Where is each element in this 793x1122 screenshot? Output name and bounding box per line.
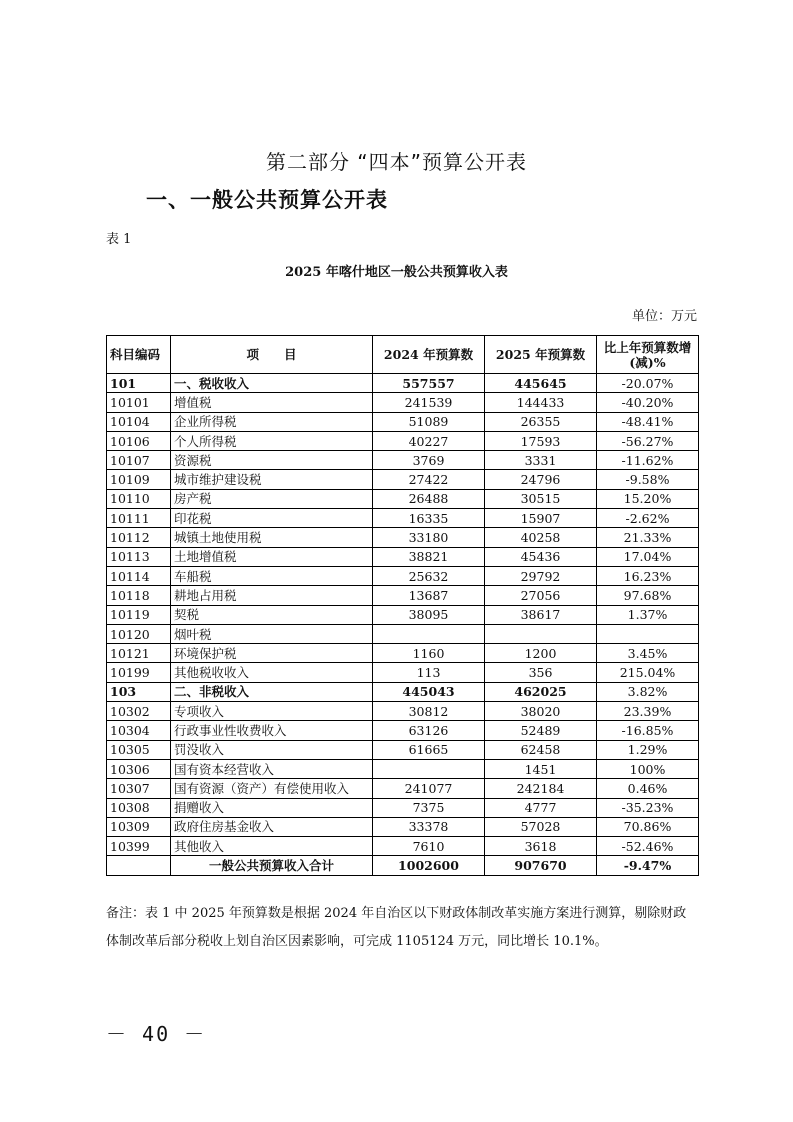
cell-change: 16.23%	[597, 566, 699, 585]
cell-change: -16.85%	[597, 721, 699, 740]
cell-item: 个人所得税	[171, 431, 373, 450]
table-row	[107, 702, 699, 721]
table-title: 2025 年喀什地区一般公共预算收入表	[285, 265, 508, 280]
cell-2025: 24796	[485, 470, 597, 489]
cell-2024: 113	[373, 663, 485, 682]
cell-2025: 17593	[485, 431, 597, 450]
cell-change: 15.20%	[597, 489, 699, 508]
cell-item: 行政事业性收费收入	[171, 721, 373, 740]
cell-change: -11.62%	[597, 451, 699, 470]
cell-code: 10106	[107, 431, 171, 450]
cell-2025: 29792	[485, 566, 597, 585]
table-row	[107, 798, 699, 817]
cell-change: -9.58%	[597, 470, 699, 489]
table-row	[107, 644, 699, 663]
cell-item: 二、非税收入	[171, 682, 373, 701]
cell-code: 10121	[107, 644, 171, 663]
cell-code: 10109	[107, 470, 171, 489]
cell-2025: 1200	[485, 644, 597, 663]
cell-change: 70.86%	[597, 817, 699, 836]
table-row	[107, 470, 699, 489]
cell-change: 3.82%	[597, 682, 699, 701]
cell-item: 其他收入	[171, 837, 373, 856]
cell-item: 契税	[171, 605, 373, 624]
cell-2024: 38095	[373, 605, 485, 624]
unit-label: 单位：万元	[631, 309, 697, 324]
cell-item: 环境保护税	[171, 644, 373, 663]
cell-item: 国有资源（资产）有偿使用收入	[171, 779, 373, 798]
cell-2024: 33180	[373, 528, 485, 547]
page-number: － 40 －	[106, 1022, 207, 1046]
cell-2024: 40227	[373, 431, 485, 450]
cell-item: 印花税	[171, 509, 373, 528]
cell-item: 城镇土地使用税	[171, 528, 373, 547]
table-row	[107, 374, 699, 393]
cell-code: 10101	[107, 393, 171, 412]
cell-2024: 557557	[373, 374, 485, 393]
cell-2025: 62458	[485, 740, 597, 759]
cell-code: 10399	[107, 837, 171, 856]
cell-2024: 63126	[373, 721, 485, 740]
cell-2024: 241539	[373, 393, 485, 412]
cell-2024: 61665	[373, 740, 485, 759]
cell-change: 17.04%	[597, 547, 699, 566]
cell-2024: 3769	[373, 451, 485, 470]
cell-code: 10307	[107, 779, 171, 798]
cell-item: 罚没收入	[171, 740, 373, 759]
cell-2025: 445645	[485, 374, 597, 393]
cell-change: 0.46%	[597, 779, 699, 798]
cell-change: -35.23%	[597, 798, 699, 817]
table-total-row	[107, 856, 699, 875]
cell-2024: 25632	[373, 566, 485, 585]
total-cell-item: 一般公共预算收入合计	[171, 856, 373, 875]
cell-2025: 38617	[485, 605, 597, 624]
cell-code: 10112	[107, 528, 171, 547]
cell-code: 103	[107, 682, 171, 701]
budget-revenue-table	[106, 335, 699, 876]
header-2025: 2025 年预算数	[485, 336, 597, 374]
footnote: 备注：表 1 中 2025 年预算数是根据 2024 年自治区以下财政体制改革实施方案进行测算，剔除财政体制改革后部分税收上划自治区因素影响，可完成 1105124 万元，同比增长 10.1%。	[106, 906, 687, 949]
cell-code: 10304	[107, 721, 171, 740]
cell-code: 10199	[107, 663, 171, 682]
table-row	[107, 759, 699, 778]
cell-change: 21.33%	[597, 528, 699, 547]
cell-2025: 26355	[485, 412, 597, 431]
cell-item: 房产税	[171, 489, 373, 508]
cell-change: 23.39%	[597, 702, 699, 721]
cell-change: 1.37%	[597, 605, 699, 624]
cell-item: 城市维护建设税	[171, 470, 373, 489]
table-row	[107, 393, 699, 412]
cell-2025: 4777	[485, 798, 597, 817]
cell-code: 10114	[107, 566, 171, 585]
table-row	[107, 605, 699, 624]
cell-code: 10118	[107, 586, 171, 605]
cell-item: 一、税收收入	[171, 374, 373, 393]
table-row	[107, 586, 699, 605]
cell-item: 烟叶税	[171, 624, 373, 643]
cell-code: 10305	[107, 740, 171, 759]
cell-change	[597, 624, 699, 643]
table-row	[107, 528, 699, 547]
cell-item: 专项收入	[171, 702, 373, 721]
header-2024: 2024 年预算数	[373, 336, 485, 374]
table-row	[107, 837, 699, 856]
cell-2025	[485, 624, 597, 643]
cell-item: 企业所得税	[171, 412, 373, 431]
cell-2024: 445043	[373, 682, 485, 701]
cell-code: 10104	[107, 412, 171, 431]
table-row	[107, 451, 699, 470]
table-row	[107, 721, 699, 740]
table-row	[107, 412, 699, 431]
table-header-row	[107, 336, 699, 374]
table-row	[107, 817, 699, 836]
section-title: 一、一般公共预算公开表	[146, 188, 388, 212]
cell-2025: 242184	[485, 779, 597, 798]
cell-code: 10309	[107, 817, 171, 836]
cell-change: -40.20%	[597, 393, 699, 412]
cell-2024: 7375	[373, 798, 485, 817]
cell-item: 政府住房基金收入	[171, 817, 373, 836]
cell-2024: 1160	[373, 644, 485, 663]
cell-change: -48.41%	[597, 412, 699, 431]
cell-change: 3.45%	[597, 644, 699, 663]
cell-item: 增值税	[171, 393, 373, 412]
cell-2025: 462025	[485, 682, 597, 701]
cell-2024	[373, 759, 485, 778]
cell-code: 10120	[107, 624, 171, 643]
cell-2024: 16335	[373, 509, 485, 528]
table-label: 表 1	[106, 232, 132, 247]
cell-2025: 3331	[485, 451, 597, 470]
cell-item: 车船税	[171, 566, 373, 585]
cell-code: 10302	[107, 702, 171, 721]
header-code: 科目编码	[107, 336, 171, 374]
cell-2024: 241077	[373, 779, 485, 798]
table-row	[107, 682, 699, 701]
cell-change: -56.27%	[597, 431, 699, 450]
cell-code: 10119	[107, 605, 171, 624]
cell-2025: 144433	[485, 393, 597, 412]
cell-2025: 45436	[485, 547, 597, 566]
table-row	[107, 431, 699, 450]
cell-2025: 15907	[485, 509, 597, 528]
cell-code: 10107	[107, 451, 171, 470]
cell-change: 215.04%	[597, 663, 699, 682]
cell-code: 10306	[107, 759, 171, 778]
table-body	[107, 374, 699, 876]
cell-2025: 27056	[485, 586, 597, 605]
cell-2024: 51089	[373, 412, 485, 431]
cell-code: 10111	[107, 509, 171, 528]
cell-2024	[373, 624, 485, 643]
cell-2025: 40258	[485, 528, 597, 547]
cell-2024: 26488	[373, 489, 485, 508]
cell-2024: 27422	[373, 470, 485, 489]
cell-change: -2.62%	[597, 509, 699, 528]
cell-change: 100%	[597, 759, 699, 778]
cell-item: 耕地占用税	[171, 586, 373, 605]
cell-2024: 13687	[373, 586, 485, 605]
table-row	[107, 509, 699, 528]
table-row	[107, 566, 699, 585]
header-item: 项 目	[171, 336, 373, 374]
cell-item: 其他税收收入	[171, 663, 373, 682]
cell-2024: 30812	[373, 702, 485, 721]
cell-item: 捐赠收入	[171, 798, 373, 817]
cell-2025: 52489	[485, 721, 597, 740]
cell-item: 土地增值税	[171, 547, 373, 566]
cell-code: 10308	[107, 798, 171, 817]
cell-change: -20.07%	[597, 374, 699, 393]
cell-item: 国有资本经营收入	[171, 759, 373, 778]
table-row	[107, 740, 699, 759]
table-row	[107, 663, 699, 682]
cell-change: 1.29%	[597, 740, 699, 759]
cell-change: 97.68%	[597, 586, 699, 605]
table-row	[107, 624, 699, 643]
cell-2025: 3618	[485, 837, 597, 856]
cell-change: -52.46%	[597, 837, 699, 856]
cell-2024: 33378	[373, 817, 485, 836]
cell-item: 资源税	[171, 451, 373, 470]
cell-2025: 38020	[485, 702, 597, 721]
cell-2025: 1451	[485, 759, 597, 778]
total-cell-code	[107, 856, 171, 875]
total-cell-2025: 907670	[485, 856, 597, 875]
cell-2024: 7610	[373, 837, 485, 856]
cell-code: 10110	[107, 489, 171, 508]
table-row	[107, 547, 699, 566]
cell-2025: 57028	[485, 817, 597, 836]
cell-2024: 38821	[373, 547, 485, 566]
cell-2025: 356	[485, 663, 597, 682]
total-cell-2024: 1002600	[373, 856, 485, 875]
part-title: 第二部分 “四本”预算公开表	[265, 150, 528, 174]
cell-code: 10113	[107, 547, 171, 566]
cell-code: 101	[107, 374, 171, 393]
table-row	[107, 489, 699, 508]
header-change: 比上年预算数增(减)%	[597, 336, 699, 374]
table-row	[107, 779, 699, 798]
cell-2025: 30515	[485, 489, 597, 508]
total-cell-change: -9.47%	[597, 856, 699, 875]
